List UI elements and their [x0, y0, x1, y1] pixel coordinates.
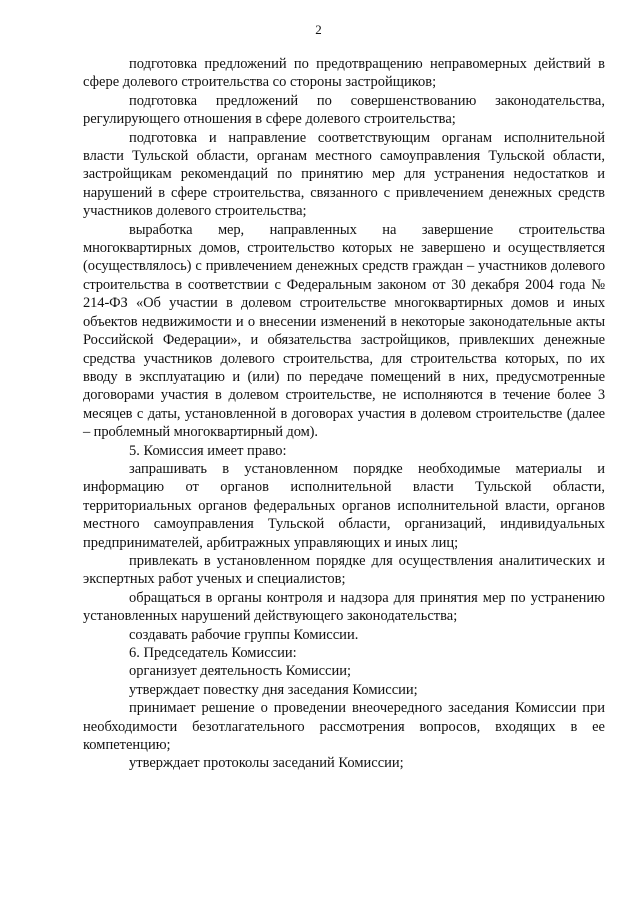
page-number: 2 — [315, 22, 322, 37]
paragraph: выработка мер, направленных на завершение строительства многоквартирных домов, строительство которых не завершено и осуществляется (осуществлялось) с привлечением денежных средств граждан – участников долевого строительства в соответствии с Федеральным законом от 30 декабря 2004 года № 214-ФЗ «Об участии в долевом строительстве многоквартирных домов и иных объектов недвижимости и о внесении изменений в некоторые законодательные акты Российской Федерации», и обязательства застройщиков, привлекших денежные средства участников долевого строительства, для строительства которых, по их вводу в эксплуатацию и (или) по передаче помещений в них, предусмотренные договорами участия в долевом строительстве, не исполняются в течение более 3 месяцев с даты, установленной в договорах участия в долевом строительстве (далее – проблемный многоквартирный дом). — [83, 221, 605, 441]
paragraph: обращаться в органы контроля и надзора для принятия мер по устранению установленных нарушений действующего законодательства; — [83, 589, 605, 625]
paragraph: организует деятельность Комиссии; — [129, 663, 352, 680]
paragraph: подготовка предложений по совершенствованию законодательства, регулирующего отношения в сфере долевого строительства; — [83, 92, 605, 128]
document-body — [83, 55, 605, 773]
section-heading: 6. Председатель Комиссии: — [129, 645, 297, 661]
paragraph: подготовка и направление соответствующим органам исполнительной власти Тульской области, органам местного самоуправления Тульской области, застройщикам рекомендаций по принятию мер для устранения недостатков и нарушений в сфере строительства, связанного с привлечением денежных средств участников долевого строительства; — [83, 129, 605, 220]
paragraph: создавать рабочие группы Комиссии. — [129, 626, 359, 643]
paragraph: утверждает протоколы заседаний Комиссии; — [129, 755, 404, 772]
paragraph: принимает решение о проведении внеочередного заседания Комиссии при необходимости безотлагательного рассмотрения вопросов, входящих в ее компетенцию; — [83, 700, 605, 754]
paragraph: привлекать в установленном порядке для осуществления аналитических и экспертных работ ученых и специалистов; — [83, 552, 605, 588]
paragraph: утверждает повестку дня заседания Комиссии; — [129, 681, 418, 698]
paragraph: подготовка предложений по предотвращению неправомерных действий в сфере долевого строительства со стороны застройщиков; — [83, 56, 605, 91]
section-heading: 5. Комиссия имеет право: — [129, 442, 287, 459]
paragraph: запрашивать в установленном порядке необходимые материалы и информацию от органов исполнительной власти Тульской области, территориальных органов федеральных органов исполнительной власти, органов местного самоуправления Тульской области, организаций, индивидуальных предпринимателей, арбитражных управляющих и иных лиц; — [83, 460, 605, 551]
